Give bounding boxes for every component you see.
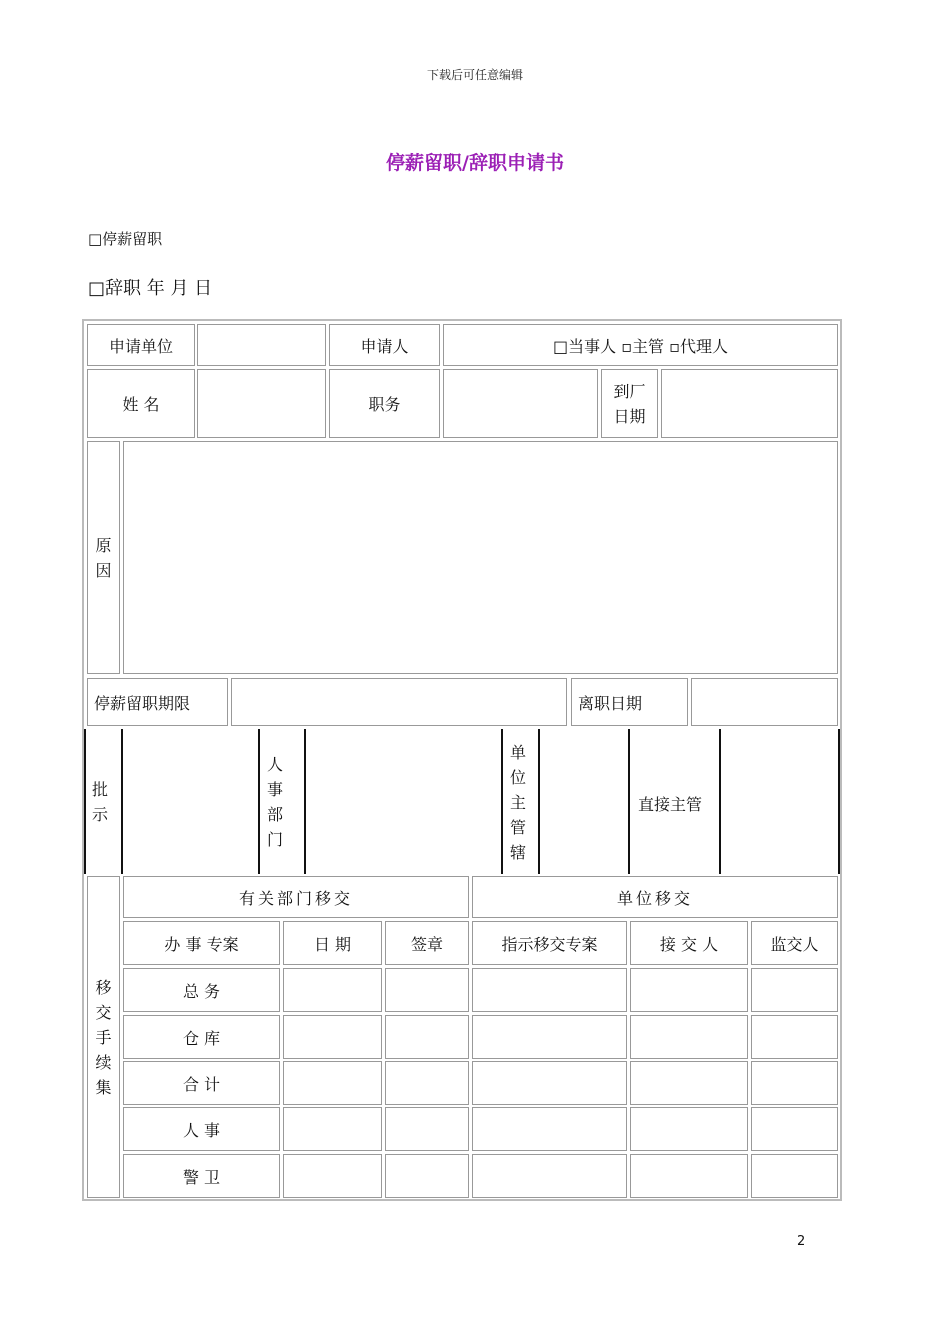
dept-handover-header: 有关部门移交 — [123, 876, 469, 918]
row-label: 合 计 — [123, 1061, 280, 1105]
approval-divider — [501, 729, 503, 874]
reason-label: 原 因 — [87, 441, 120, 674]
applicant-label: 申请人 — [329, 324, 440, 366]
applicant-role-choices[interactable]: □当事人 ▫主管 ▫代理人 — [443, 324, 838, 366]
date-field[interactable] — [283, 1061, 382, 1105]
row-label: 警 卫 — [123, 1154, 280, 1198]
name-label: 姓 名 — [87, 369, 195, 438]
leave-period-field[interactable] — [231, 678, 567, 726]
leave-period-label: 停薪留职期限 — [87, 678, 228, 726]
join-date-field[interactable] — [661, 369, 838, 438]
approval-divider — [538, 729, 540, 874]
row-label: 人 事 — [123, 1107, 280, 1151]
column-header: 接 交 人 — [630, 921, 748, 965]
approval-divider — [304, 729, 306, 874]
supervisor-field[interactable] — [751, 1015, 838, 1059]
name-field[interactable] — [197, 369, 326, 438]
receiver-field[interactable] — [630, 968, 748, 1012]
receiver-field[interactable] — [630, 1154, 748, 1198]
position-field[interactable] — [443, 369, 598, 438]
approval-divider — [84, 729, 86, 874]
handover-item-field[interactable] — [472, 1015, 627, 1059]
signature-field[interactable] — [385, 968, 469, 1012]
row-label: 仓 库 — [123, 1015, 280, 1059]
supervisor-field[interactable] — [751, 968, 838, 1012]
column-header: 日 期 — [283, 921, 382, 965]
signature-field[interactable] — [385, 1107, 469, 1151]
option-resign-checkbox[interactable]: □辞职 年 月 日 — [88, 278, 213, 299]
handover-item-field[interactable] — [472, 1061, 627, 1105]
receiver-field[interactable] — [630, 1061, 748, 1105]
position-label: 职务 — [329, 369, 440, 438]
approval-divider — [719, 729, 721, 874]
supervisor-field[interactable] — [751, 1107, 838, 1151]
apply-unit-field[interactable] — [197, 324, 326, 366]
handover-item-field[interactable] — [472, 1107, 627, 1151]
column-header: 办 事 专案 — [123, 921, 280, 965]
approval-divider — [258, 729, 260, 874]
header-note: 下载后可任意编辑 — [426, 68, 523, 82]
column-header: 指示移交专案 — [472, 921, 627, 965]
row-label: 总 务 — [123, 968, 280, 1012]
signature-field[interactable] — [385, 1154, 469, 1198]
handover-label: 移 交 手 续 集 — [87, 876, 120, 1198]
hr-dept-label: 人 事 部 门 — [267, 755, 284, 849]
leave-date-field[interactable] — [691, 678, 838, 726]
option-leave-checkbox[interactable]: □停薪留职 — [88, 230, 163, 248]
page-title: 停薪留职/辞职申请书 — [386, 152, 564, 174]
approval-divider — [628, 729, 630, 874]
apply-unit-label: 申请单位 — [87, 324, 195, 366]
join-date-label: 到厂 日期 — [601, 369, 658, 438]
handover-item-field[interactable] — [472, 968, 627, 1012]
approval-divider — [121, 729, 123, 874]
date-field[interactable] — [283, 1154, 382, 1198]
receiver-field[interactable] — [630, 1015, 748, 1059]
leave-date-label: 离职日期 — [571, 678, 688, 726]
signature-field[interactable] — [385, 1015, 469, 1059]
date-field[interactable] — [283, 1107, 382, 1151]
signature-field[interactable] — [385, 1061, 469, 1105]
supervisor-field[interactable] — [751, 1061, 838, 1105]
column-header: 监交人 — [751, 921, 838, 965]
unit-head-label: 单 位 主 管 辖 — [510, 743, 527, 862]
receiver-field[interactable] — [630, 1107, 748, 1151]
column-header: 签章 — [385, 921, 469, 965]
approval-divider — [838, 729, 840, 874]
direct-supervisor-label: 直接主管 — [638, 795, 703, 814]
supervisor-field[interactable] — [751, 1154, 838, 1198]
page-number: 2 — [797, 1234, 806, 1249]
date-field[interactable] — [283, 968, 382, 1012]
reason-field[interactable] — [123, 441, 838, 674]
approval-label: 批 示 — [92, 780, 109, 824]
handover-item-field[interactable] — [472, 1154, 627, 1198]
unit-handover-header: 单位移交 — [472, 876, 838, 918]
date-field[interactable] — [283, 1015, 382, 1059]
